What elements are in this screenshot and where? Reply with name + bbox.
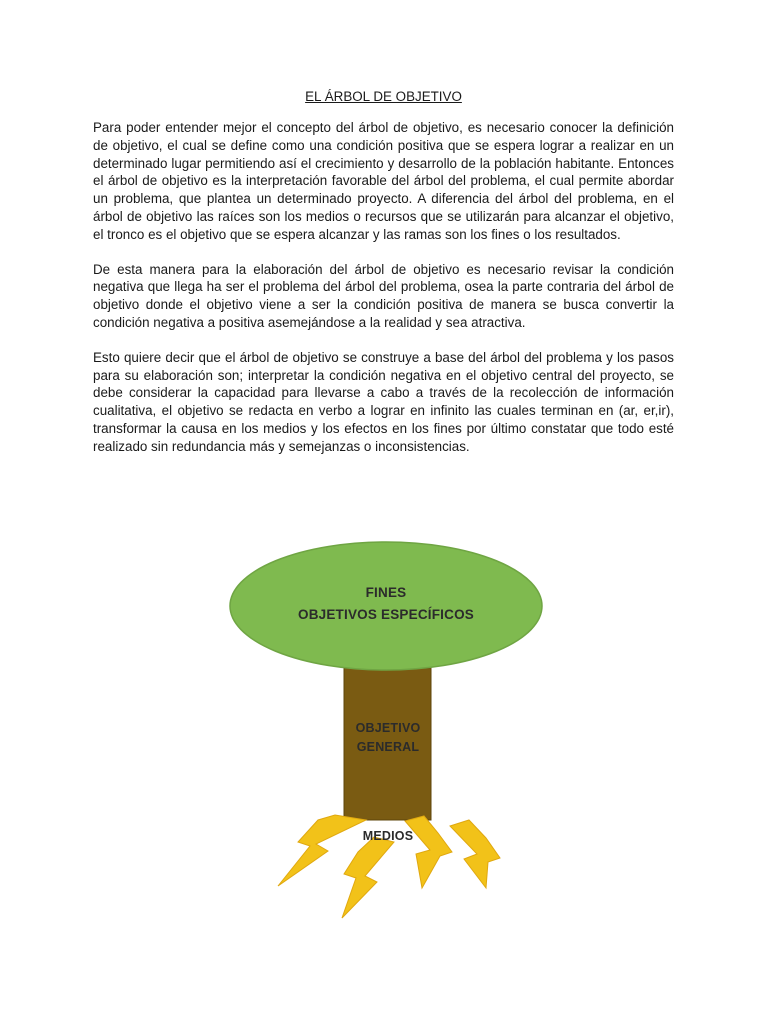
crown-label-objetivos-especificos: OBJETIVOS ESPECÍFICOS [298, 607, 474, 622]
trunk-label-objetivo: OBJETIVO [355, 721, 421, 735]
trunk-label-general: GENERAL [356, 740, 420, 754]
document-page [93, 88, 674, 473]
lightning-bolt-icon [450, 820, 500, 888]
document-title: EL ÁRBOL DE OBJETIVO [305, 89, 462, 104]
crown-label-fines: FINES [365, 585, 407, 600]
paragraph-1: Para poder entender mejor el concepto del árbol de objetivo, es necesario conocer la definición de objetivo, el cual se define como una condición positiva que se espera lograr a realizar en un determinado lugar permitiendo así el crecimiento y desarrollo de la población habitante. Entonces el árbol de objetivo es la interpretación favorable del árbol del problema, el cual permite abordar un problema, que plantea un determinado proyecto. A diferencia del árbol del problema, en el árbol de objetivo las raíces son los medios o recursos que se utilizarán para alcanzar el objetivo, el tronco es el objetivo que se espera alcanzar y las ramas son los fines o los resultados. [93, 120, 674, 242]
paragraph-3: Esto quiere decir que el árbol de objetivo se construye a base del árbol del problema y los pasos para su elaboración son; interpretar la condición negativa en el objetivo central del proyecto, se debe considerar la capacidad para llevarse a cabo a través de la recolección de información cualitativa, el objetivo se redacta en verbo a lograr en infinito las cuales terminan en (ar, er,ir), transformar la causa en los medios y los efectos en los fines por último constatar que todo esté realizado sin redundancia más y semejanzas o inconsistencias. [93, 349, 674, 454]
objective-tree-diagram [106, 524, 622, 924]
lightning-bolt-icon [342, 837, 394, 918]
roots-label-medios: MEDIOS [362, 829, 414, 843]
paragraph-2: De esta manera para la elaboración del árbol de objetivo es necesario revisar la condición negativa que llega ha ser el problema del árbol del problema, osea la parte contraria del árbol de objetivo donde el objetivo viene a ser la condición positiva de manera se busca convertir la condición negativa a positiva asemejándose a la realidad y sea atractiva. [93, 261, 674, 330]
lightning-bolt-icon [405, 816, 452, 888]
